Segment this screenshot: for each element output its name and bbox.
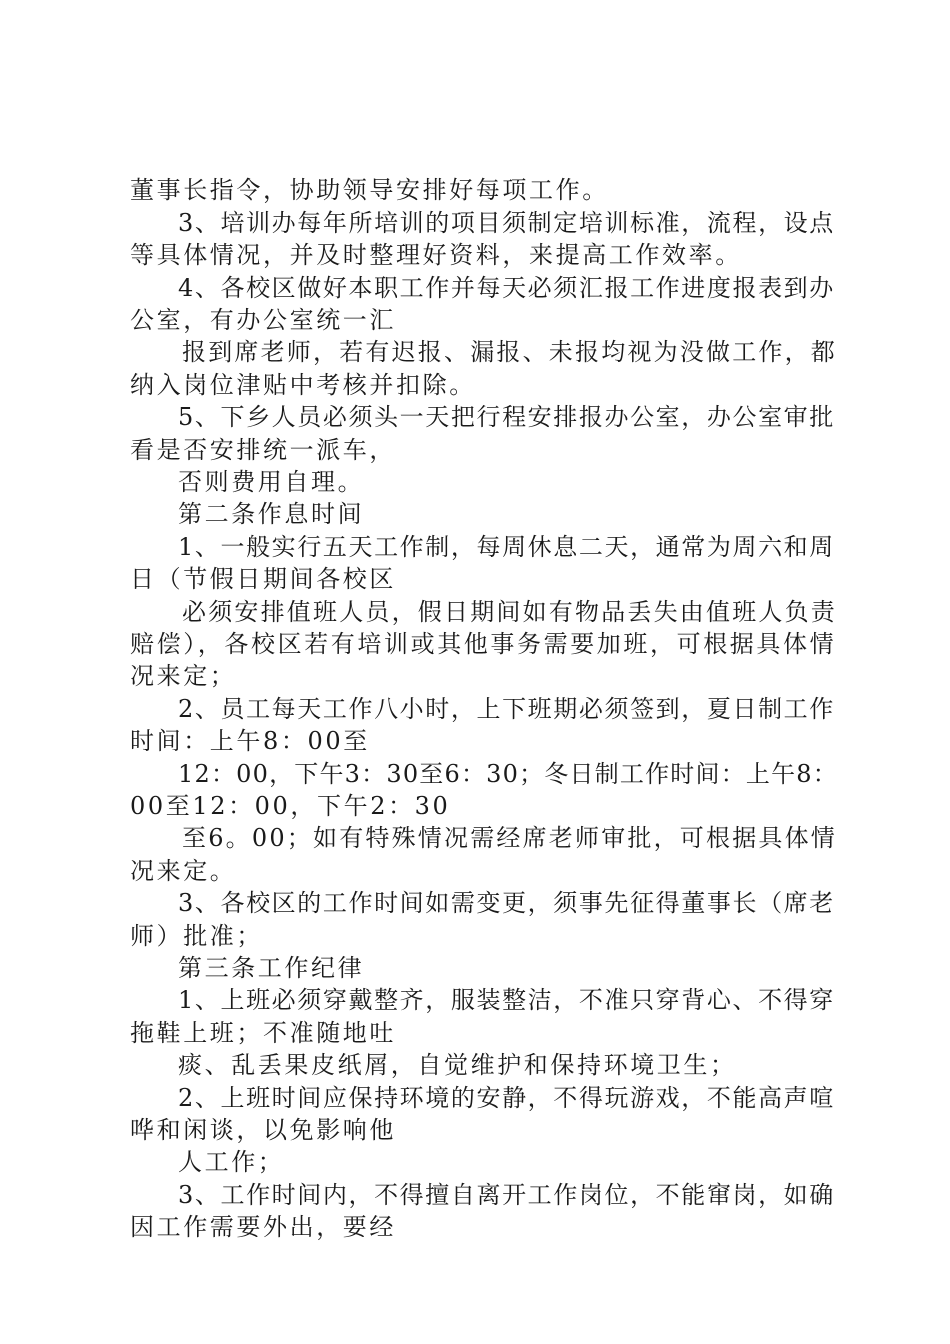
body-line: 必须安排值班人员，假日期间如有物品丢失由值班人负责 [182,598,837,626]
section-heading: 第二条作息时间 [178,500,365,528]
body-line: 4、各校区做好本职工作并每天必须汇报工作进度报表到办 [178,274,835,302]
body-line: 赔偿），各校区若有培训或其他事务需要加班，可根据具体情 [130,630,837,658]
body-line: 3、工作时间内，不得擅自离开工作岗位，不能窜岗，如确 [178,1181,835,1209]
section-heading: 第三条工作纪律 [178,954,365,982]
body-line: 5、下乡人员必须头一天把行程安排报办公室，办公室审批 [178,403,835,431]
body-line: 3、培训办每年所培训的项目须制定培训标准，流程，设点 [178,209,835,237]
body-line: 等具体情况，并及时整理好资料，来提高工作效率。 [130,241,742,269]
body-line: 拖鞋上班；不准随地吐 [130,1019,396,1047]
body-line: 否则费用自理。 [178,468,365,496]
body-line: 况来定； [130,662,237,690]
body-line: 报到席老师，若有迟报、漏报、未报均视为没做工作，都 [182,338,837,366]
body-line: 时间：上午8：00至 [130,727,370,755]
body-line: 看是否安排统一派车， [130,436,396,464]
body-line: 公室，有办公室统一汇 [130,306,396,334]
body-line: 00至12：00，下午2：30 [130,792,451,820]
body-line: 1、一般实行五天工作制，每周休息二天，通常为周六和周 [178,533,835,561]
body-line: 人工作； [178,1148,285,1176]
body-line: 痰、乱丢果皮纸屑，自觉维护和保持环境卫生； [178,1051,737,1079]
body-line: 师）批准； [130,922,263,950]
body-line: 纳入岗位津贴中考核并扣除。 [130,371,476,399]
body-line: 哗和闲谈，以免影响他 [130,1116,396,1144]
body-line: 至6。00；如有特殊情况需经席老师审批，可根据具体情 [182,824,838,852]
body-line: 1、上班必须穿戴整齐，服装整洁，不准只穿背心、不得穿 [178,986,835,1014]
body-line: 3、各校区的工作时间如需变更，须事先征得董事长（席老 [178,889,835,917]
body-line: 2、上班时间应保持环境的安静，不得玩游戏，不能高声喧 [178,1084,835,1112]
body-line: 2、员工每天工作八小时，上下班期必须签到，夏日制工作 [178,695,835,723]
body-line: 12：00，下午3：30至6：30；冬日制工作时间：上午8： [178,760,838,788]
body-line: 况来定。 [130,857,237,885]
body-line: 因工作需要外出，要经 [130,1213,396,1241]
body-line: 日（节假日期间各校区 [130,565,396,593]
body-line: 董事长指令，协助领导安排好每项工作。 [130,176,609,204]
